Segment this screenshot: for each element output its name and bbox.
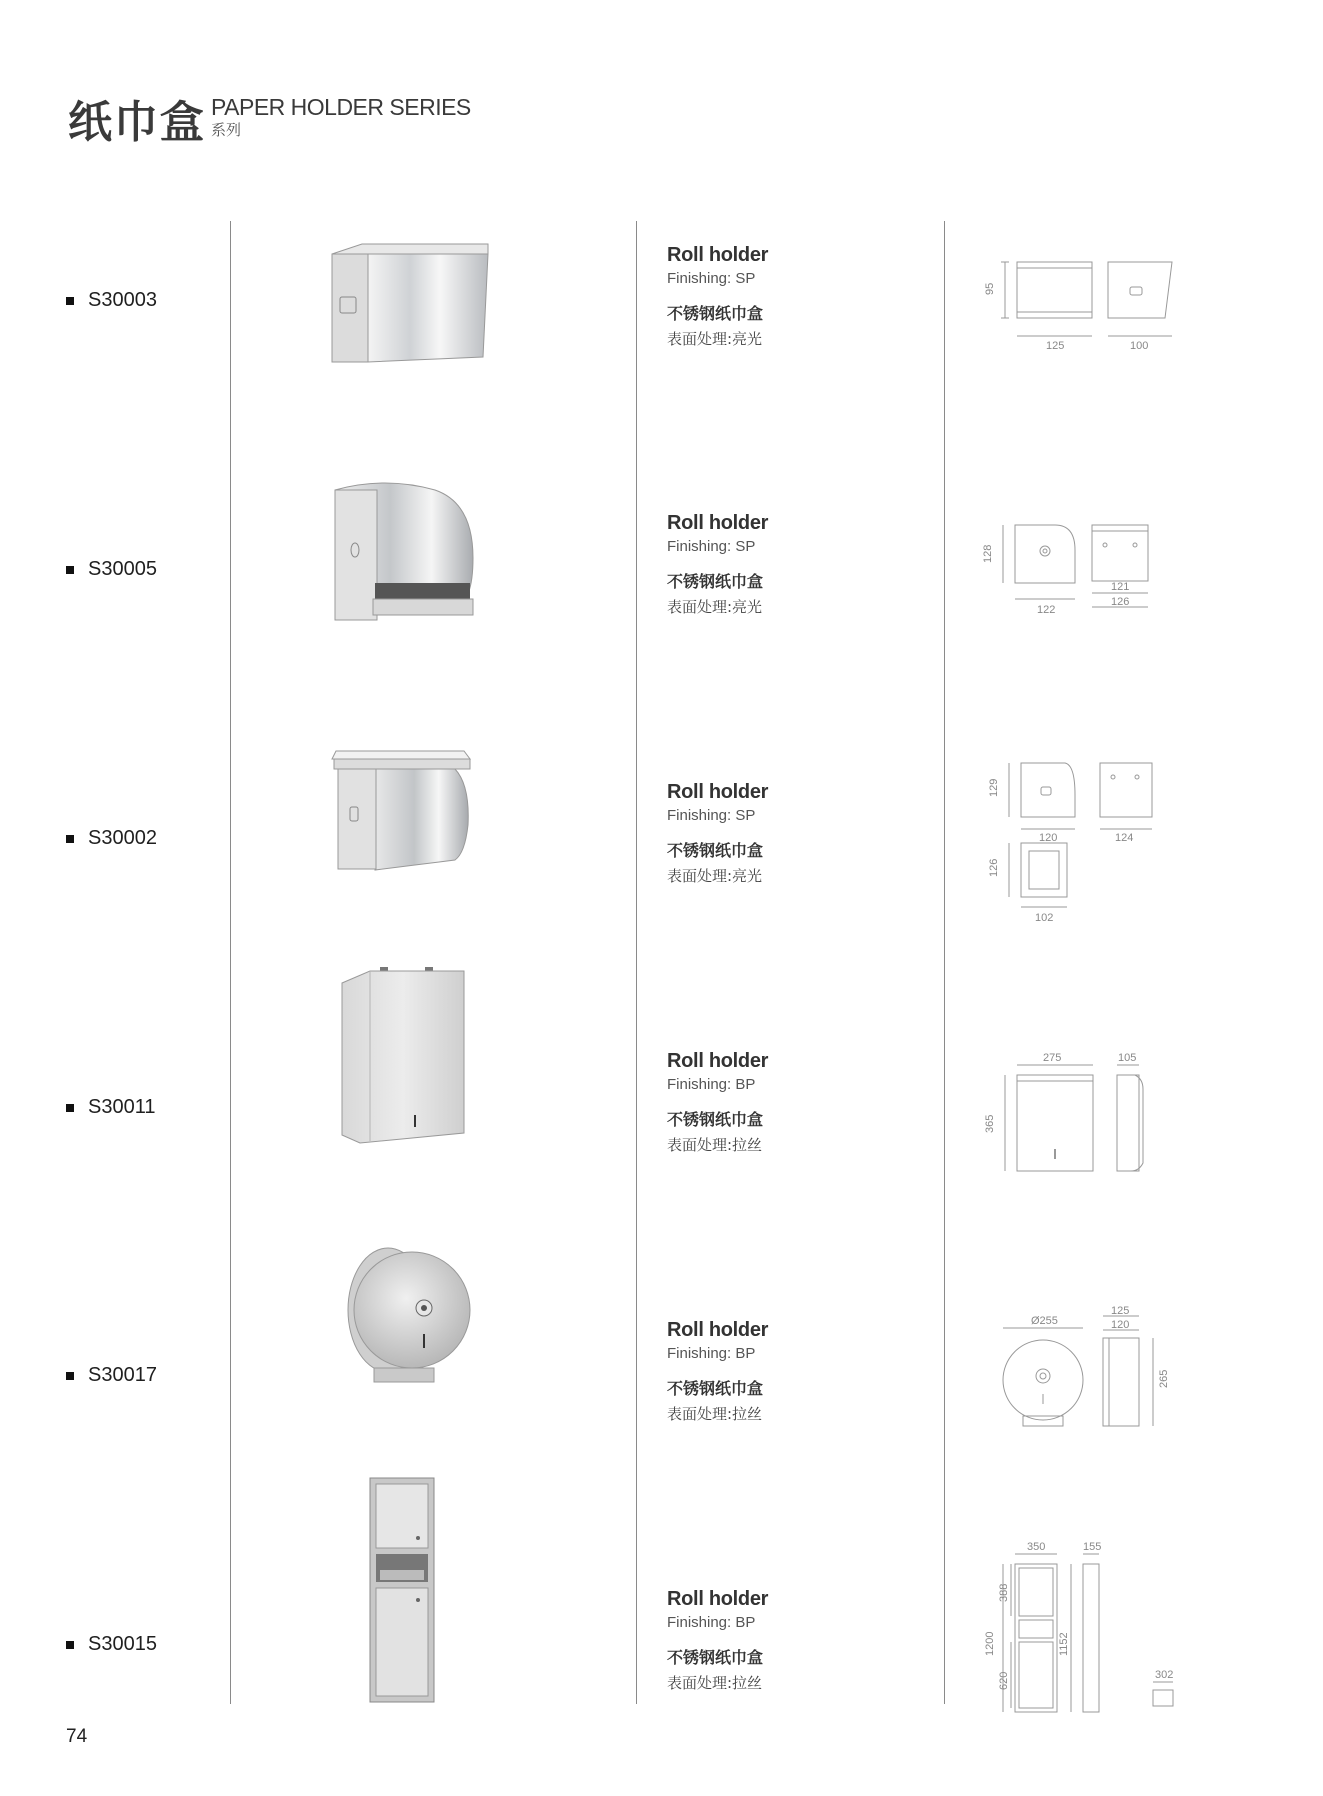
dim-label: 120 (1039, 832, 1058, 844)
product-name-cn: 不锈钢纸巾盒 (667, 1110, 764, 1129)
product-finishing: Finishing: SP (667, 270, 756, 287)
product-code-row-5 (66, 1364, 157, 1387)
dim-label: 121 (1111, 581, 1130, 593)
dim-label: 1200 (984, 1631, 996, 1656)
dim-label: 129 (988, 778, 1000, 797)
bullet-icon (66, 1641, 74, 1649)
dim-label: 100 (1130, 340, 1149, 352)
product-name: Roll holder (667, 781, 769, 803)
dim-label: 122 (1037, 604, 1056, 616)
dim-label: 126 (988, 858, 1000, 877)
product-finishing-cn: 表面处理:拉丝 (667, 1674, 763, 1692)
product-code: S30002 (88, 827, 157, 849)
dim-label: 95 (984, 282, 996, 295)
column-divider-1 (230, 221, 231, 1704)
product-finishing: Finishing: BP (667, 1345, 756, 1362)
product-desc-4 (667, 1050, 768, 1155)
bullet-icon (66, 566, 74, 574)
dim-label: 105 (1118, 1052, 1137, 1064)
dim-label: 155 (1083, 1541, 1102, 1553)
tech-drawing-s30003 (975, 250, 1185, 360)
product-name-cn: 不锈钢纸巾盒 (667, 572, 764, 591)
page-title-cn: 纸巾盒 (68, 97, 206, 148)
bullet-icon (66, 297, 74, 305)
column-divider-3 (944, 221, 945, 1704)
bullet-icon (66, 1372, 74, 1380)
product-finishing: Finishing: BP (667, 1614, 756, 1631)
product-desc-5 (667, 1319, 768, 1424)
product-photo-s30017 (340, 1240, 470, 1390)
product-photo-s30011 (340, 965, 470, 1145)
tech-drawing-s30011 (975, 1045, 1185, 1180)
product-code: S30003 (88, 289, 157, 311)
product-code-row-4 (66, 1096, 155, 1119)
bullet-icon (66, 835, 74, 843)
product-desc-2 (667, 512, 768, 617)
product-desc-3 (667, 781, 768, 886)
product-code-row-2 (66, 558, 157, 581)
product-name-cn: 不锈钢纸巾盒 (667, 841, 764, 860)
dim-label: 275 (1043, 1052, 1062, 1064)
product-finishing-cn: 表面处理:拉丝 (667, 1136, 763, 1154)
product-photo-s30005 (325, 478, 485, 638)
dim-label: 365 (984, 1114, 996, 1133)
tech-drawing-s30002 (975, 755, 1185, 924)
product-name: Roll holder (667, 1050, 769, 1072)
dim-label: 388 (998, 1583, 1010, 1602)
product-finishing: Finishing: SP (667, 538, 756, 555)
product-desc-6 (667, 1588, 768, 1693)
page-title-en: PAPER HOLDER SERIES (211, 94, 471, 120)
dim-label: Ø255 (1031, 1315, 1058, 1327)
product-photo-s30002 (330, 745, 480, 880)
product-name-cn: 不锈钢纸巾盒 (667, 1648, 764, 1667)
column-divider-2 (636, 221, 637, 1704)
product-name-cn: 不锈钢纸巾盒 (667, 1379, 764, 1398)
dim-label: 124 (1115, 832, 1134, 844)
product-desc-1 (667, 244, 768, 349)
dim-label: 125 (1046, 340, 1065, 352)
dim-label: 120 (1111, 1319, 1130, 1331)
product-code: S30011 (88, 1096, 156, 1118)
product-photo-s30015 (368, 1476, 438, 1706)
dim-label: 128 (982, 544, 994, 563)
tech-drawing-s30017 (975, 1300, 1185, 1440)
product-name: Roll holder (667, 1319, 769, 1341)
product-name: Roll holder (667, 244, 769, 266)
tech-drawing-s30005 (975, 515, 1185, 625)
product-name: Roll holder (667, 1588, 769, 1610)
dim-label: 302 (1155, 1669, 1174, 1681)
product-code-row-3 (66, 827, 157, 850)
dim-label: 350 (1027, 1541, 1046, 1553)
page-number: 74 (66, 1726, 88, 1747)
product-finishing: Finishing: SP (667, 807, 756, 824)
page-title-sub: 系列 (211, 121, 242, 139)
product-code-row-6 (66, 1633, 157, 1656)
dim-label: 620 (998, 1671, 1010, 1690)
product-photo-s30003 (320, 232, 500, 372)
product-finishing-cn: 表面处理:拉丝 (667, 1405, 763, 1423)
dim-label: 126 (1111, 596, 1130, 608)
product-code-row-1 (66, 289, 157, 312)
product-code: S30017 (88, 1364, 157, 1386)
product-code: S30005 (88, 558, 157, 580)
bullet-icon (66, 1104, 74, 1112)
dim-label: 102 (1035, 912, 1054, 924)
product-finishing-cn: 表面处理:亮光 (667, 330, 763, 348)
product-finishing-cn: 表面处理:亮光 (667, 598, 763, 616)
product-name-cn: 不锈钢纸巾盒 (667, 304, 764, 323)
product-finishing: Finishing: BP (667, 1076, 756, 1093)
product-code: S30015 (88, 1633, 157, 1655)
product-name: Roll holder (667, 512, 769, 534)
dim-label: 125 (1111, 1305, 1130, 1317)
tech-drawing-s30015 (975, 1540, 1185, 1720)
product-finishing-cn: 表面处理:亮光 (667, 867, 763, 885)
dim-label: 265 (1158, 1369, 1170, 1388)
dim-label: 1152 (1058, 1632, 1070, 1656)
